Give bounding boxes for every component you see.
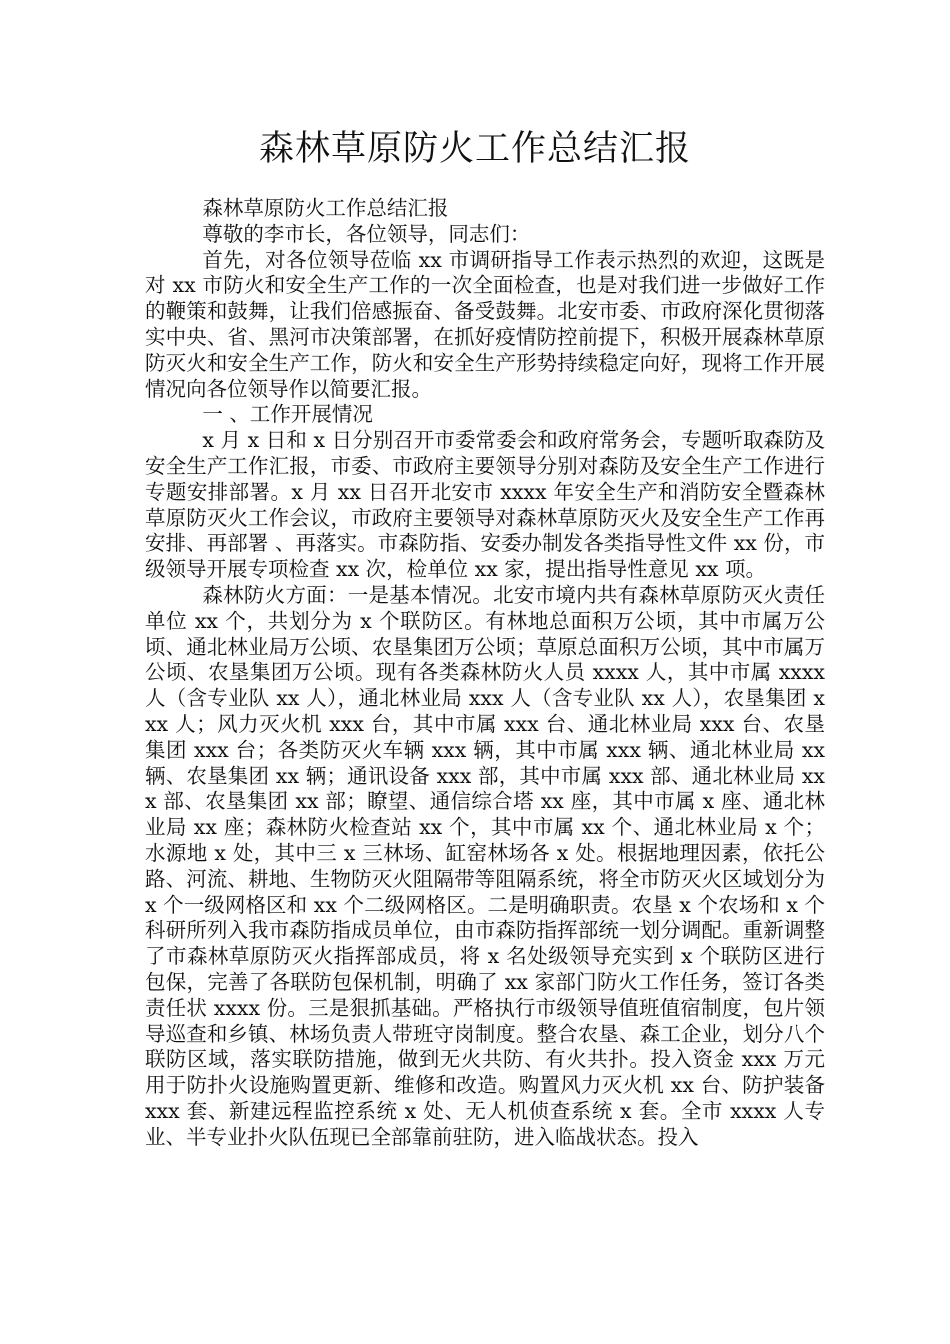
paragraph-forest-fire: 森林防火方面：一是基本情况。北安市境内共有森林草原防灭火责任单位 xx 个，共划分为 x 个联防区。有林地总面积万公顷，其中市属万公顷、通北林业局万公顷、农垦集团万公顷；草原总面积万公顷，其中市属万公顷、农垦集团万公顷。现有各类森林防火人员 xxxx 人，其中市属 xxxx 人（含专业队 xx 人），通北林业局 xxx 人（含专业队 xx 人），农垦集团 xxx 人；风力灭火机 xxx 台，其中市属 xxx 台、通北林业局 xxx 台、农垦集团 xxx 台；各类防灭火车辆 xxx 辆，其中市属 xxx 辆、通北林业局 xx 辆、农垦集团 xx 辆；通讯设备 xxx 部，其中市属 xxx 部、通北林业局 xxx 部、农垦集团 xx 部；瞭望、通信综合塔 xx 座，其中市属 x 座、通北林业局 xx 座；森林防火检查站 xx 个，其中市属 xx 个、通北林业局 x 个；水源地 x 处，其中三 x 三林场、缸窑林场各 x 处。根据地理因素，依托公路、河流、耕地、生物防灭火阻隔带等阻隔系统，将全市防灭火区域划分为 x 个一级网格区和 xx 个二级网格区。二是明确职责。农垦 x 个农场和 x 个科研所列入我市森防指成员单位，由市森防指挥部统一划分调配。重新调整了市森林草原防灭火指挥部成员，将 x 名处级领导充实到 x 个联防区进行包保，完善了各联防包保机制，明确了 xx 家部门防火工作任务，签订各类责任状 xxxx 份。三是狠抓基础。严格执行市级领导值班值宿制度，包片领导巡查和乡镇、林场负责人带班守岗制度。整合农垦、森工企业，划分八个联防区域，落实联防措施，做到无火共防、有火共扑。投入资金 xxx 万元用于防扑火设施购置更新、维修和改造。购置风力灭火机 xx 台、防护装备 xxx 套、新建远程监控系统 x 处、无人机侦查系统 x 套。全市 xxxx 人专业、半专业扑火队伍现已全部靠前驻防，进入临战状态。投入 xyxy=(145,582,825,1149)
paragraph-meetings: x 月 x 日和 x 日分别召开市委常委会和政府常务会，专题听取森防及安全生产工作汇报，市委、市政府主要领导分别对森防及安全生产工作进行专题安排部署。x 月 xx 日召开北安市 xxxx 年安全生产和消防安全暨森林草原防灭火工作会议，市政府主要领导对森林草原防灭火及安全生产工作再安排、再部署 、再落实。市森防指、安委办制发各类指导性文件 xx 份，市级领导开展专项检查 xx 次，检单位 xx 家，提出指导性意见 xx 项。 xyxy=(145,428,825,582)
paragraph-introduction: 首先，对各位领导莅临 xx 市调研指导工作表示热烈的欢迎，这既是对 xx 市防火和安全生产工作的一次全面检查，也是对我们进一步做好工作的鞭策和鼓舞，让我们倍感振奋、备受鼓舞。北安市委、市政府深化贯彻落实中央、省、黑河市决策部署，在抓好疫情防控前提下，积极开展森林草原防灭火和安全生产工作，防火和安全生产形势持续稳定向好，现将工作开展情况向各位领导作以简要汇报。 xyxy=(145,247,825,401)
body-heading-line: 森林草原防火工作总结汇报 xyxy=(202,196,449,220)
salutation: 尊敬的李市长，各位领导，同志们： xyxy=(202,221,531,246)
section-heading: 一 、工作开展情况 xyxy=(202,402,373,427)
document-body xyxy=(145,196,825,1150)
document-title: 森林草原防火工作总结汇报 xyxy=(258,129,691,169)
